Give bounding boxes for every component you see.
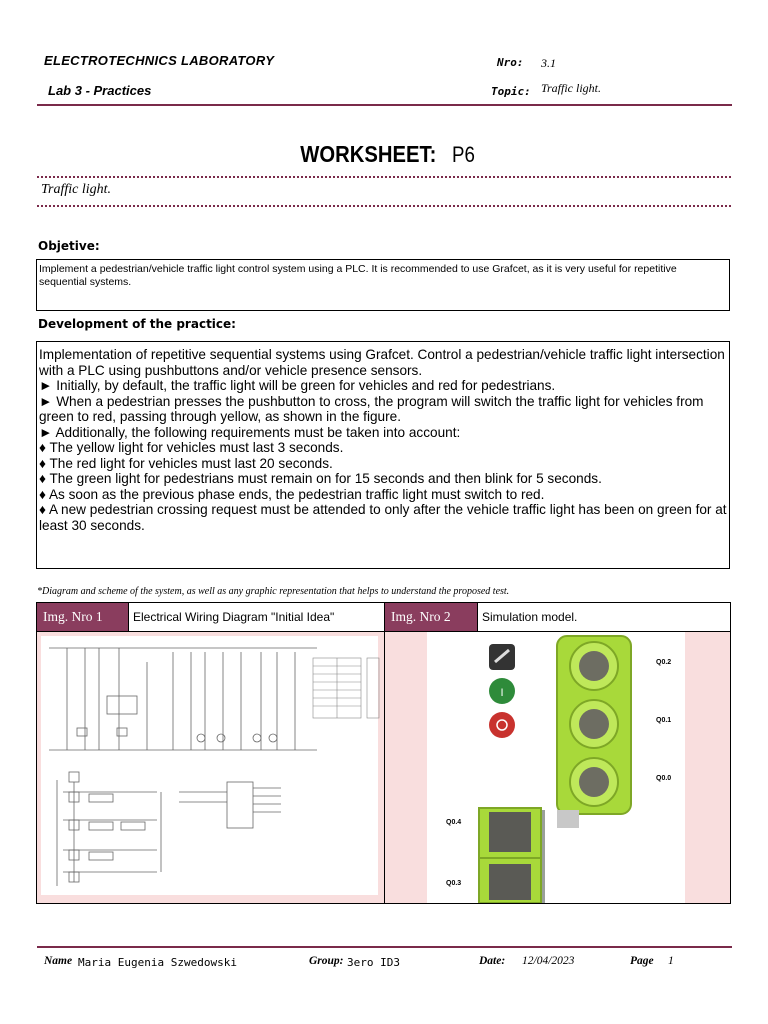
- lab-title: ELECTROTECHNICS LABORATORY: [44, 53, 275, 68]
- output-label-q02: Q0.2: [656, 659, 672, 666]
- worksheet-title: [0, 141, 768, 168]
- wiring-diagram-image: [37, 632, 384, 903]
- lab-practices: Lab 3 - Practices: [48, 83, 152, 98]
- img2-caption: Simulation model.: [482, 610, 578, 624]
- page-label: Page: [630, 955, 654, 967]
- img1-label: Img. Nro 1: [37, 603, 128, 631]
- development-line: Implementation of repetitive sequential systems using Grafcet. Control a pedestrian/vehicle traffic light intersection with a PLC using pushbuttons and/or vehicle presence sensors.: [39, 347, 725, 378]
- objective-box: [36, 259, 730, 311]
- development-line: ► When a pedestrian presses the pushbutton to cross, the program will switch the traffic light for vehicles from green to red, passing through yellow, as shown in the figure.: [39, 393, 704, 424]
- development-line: ♦ As soon as the previous phase ends, the pedestrian traffic light must switch to red.: [39, 486, 545, 502]
- simulation-model-image: [385, 632, 730, 903]
- nro-label: Nro:: [497, 56, 524, 69]
- development-line: ♦ The yellow light for vehicles must last 3 seconds.: [39, 440, 344, 455]
- objective-heading: Objetive:: [38, 239, 100, 253]
- date-value: 12/04/2023: [522, 955, 575, 967]
- development-heading: Development of the practice:: [38, 317, 236, 331]
- dotted-rule-top: [37, 176, 731, 178]
- output-label-q01: Q0.1: [656, 717, 672, 724]
- topic-value: Traffic light.: [541, 81, 602, 95]
- topic-label: Topic:: [491, 85, 531, 98]
- name-value: Maria Eugenia Szwedowski: [78, 956, 237, 969]
- output-label-q03: Q0.3: [446, 880, 462, 887]
- date-label: Date:: [479, 955, 506, 967]
- worksheet-subtitle: Traffic light.: [41, 182, 112, 197]
- img1-caption: Electrical Wiring Diagram "Initial Idea": [133, 610, 335, 624]
- simulation-panel: [385, 632, 730, 903]
- worksheet-code: P6: [452, 142, 475, 167]
- header-rule: [37, 104, 732, 106]
- development-line: ♦ The red light for vehicles must last 20 seconds.: [39, 455, 333, 471]
- development-line: ♦ A new pedestrian crossing request must be attended to only after the vehicle traffic light has been on green for at least 30 seconds.: [39, 502, 727, 533]
- group-value: 3ero ID3: [347, 956, 400, 969]
- development-line: ► Additionally, the following requirements must be taken into account:: [39, 424, 461, 440]
- svg-text:I: I: [500, 687, 504, 699]
- wiring-diagram-panel: [37, 632, 384, 903]
- worksheet-prefix: WORKSHEET:: [300, 141, 437, 167]
- nro-value: 3.1: [541, 56, 556, 70]
- name-label: Name: [44, 955, 73, 967]
- page-number: 1: [668, 955, 674, 967]
- development-box: [36, 341, 730, 569]
- output-label-q00: Q0.0: [656, 775, 672, 782]
- objective-text: Implement a pedestrian/vehicle traffic light control system using a PLC. It is recommended to use Grafcet, as it is very useful for repetitive sequential systems.: [39, 263, 677, 288]
- development-line: ► Initially, by default, the traffic light will be green for vehicles and red for pedestrians.: [39, 378, 556, 393]
- output-label-q04: Q0.4: [446, 819, 462, 826]
- diagram-note: *Diagram and scheme of the system, as well as any graphic representation that helps to understand the proposed test.: [37, 586, 510, 597]
- development-line: ♦ The green light for pedestrians must remain on for 15 seconds and then blink for 5 seconds.: [39, 471, 602, 486]
- img2-label: Img. Nro 2: [385, 603, 477, 631]
- dotted-rule-bottom: [37, 205, 731, 207]
- footer-rule: [37, 946, 732, 948]
- group-label: Group:: [309, 955, 344, 967]
